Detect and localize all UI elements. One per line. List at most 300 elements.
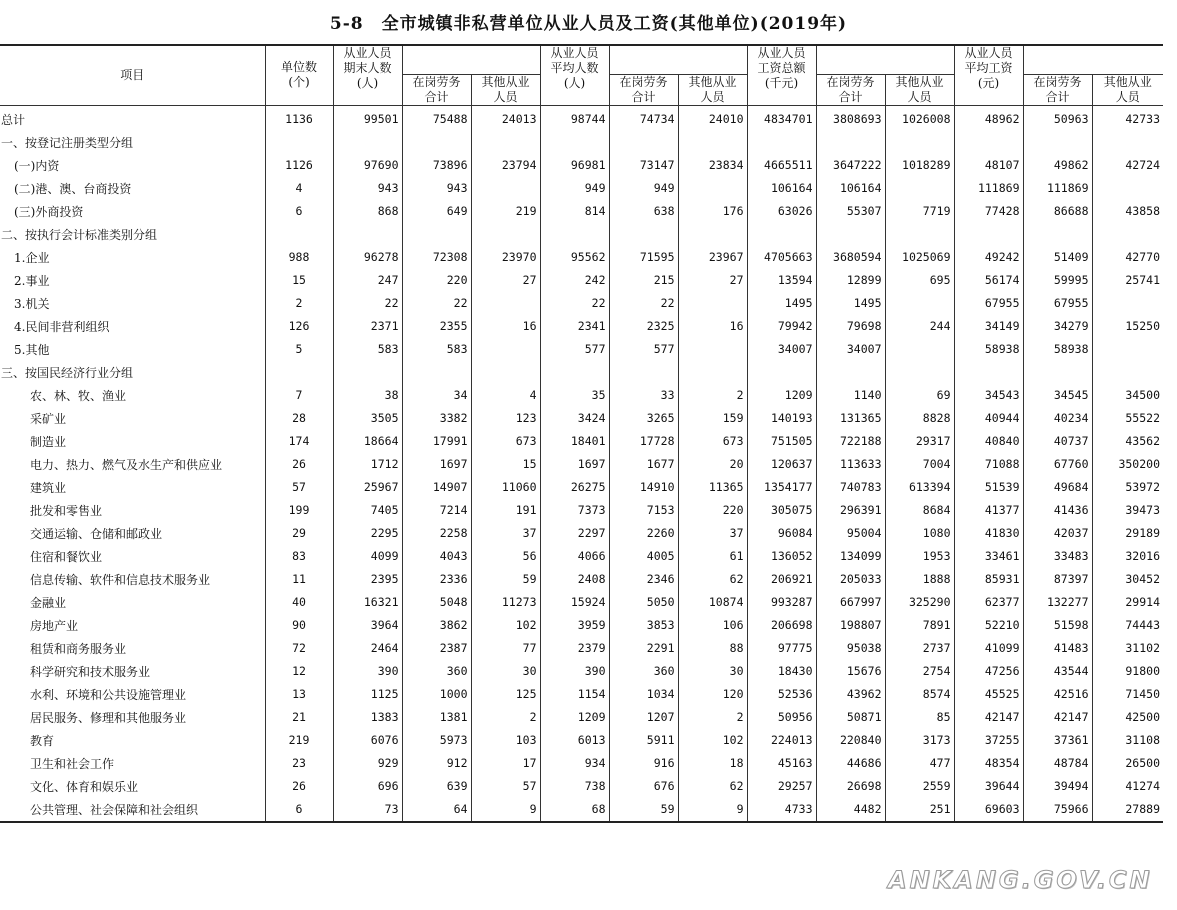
table-row xyxy=(0,591,1163,614)
table-cell xyxy=(816,361,885,384)
table-cell: 583 xyxy=(402,338,471,361)
table-cell xyxy=(265,361,333,384)
row-label: 批发和零售业 xyxy=(30,503,103,518)
table-cell: 57 xyxy=(471,775,540,798)
row-label: 电力、热力、燃气及水生产和供应业 xyxy=(30,457,223,472)
table-cell: 38 xyxy=(333,384,402,407)
table-cell: 34500 xyxy=(1092,384,1163,407)
table-cell: 15676 xyxy=(816,660,885,683)
row-label: 2.事业 xyxy=(14,273,50,288)
table-cell: 360 xyxy=(402,660,471,683)
table-cell: 191 xyxy=(471,499,540,522)
row-label: 租赁和商务服务业 xyxy=(30,641,127,656)
table-cell: 15 xyxy=(471,453,540,476)
table-cell: 88 xyxy=(678,637,747,660)
table-cell: 949 xyxy=(609,177,678,200)
table-cell: 85931 xyxy=(954,568,1023,591)
table-cell: 34007 xyxy=(816,338,885,361)
table-row xyxy=(0,384,1163,407)
table-cell: 64 xyxy=(402,798,471,822)
table-cell xyxy=(678,292,747,315)
table-cell: 5973 xyxy=(402,729,471,752)
table-cell: 45525 xyxy=(954,683,1023,706)
table-cell: 4665511 xyxy=(747,154,816,177)
table-cell: 21 xyxy=(265,706,333,729)
table-cell: 47256 xyxy=(954,660,1023,683)
table-cell xyxy=(885,292,954,315)
table-cell: 1381 xyxy=(402,706,471,729)
table-cell: 1000 xyxy=(402,683,471,706)
table-cell: 37 xyxy=(471,522,540,545)
row-label: 一、按登记注册类型分组 xyxy=(1,135,134,150)
table-cell: 943 xyxy=(333,177,402,200)
table-cell: 25967 xyxy=(333,476,402,499)
table-cell: 1154 xyxy=(540,683,609,706)
table-cell: 3382 xyxy=(402,407,471,430)
table-cell xyxy=(402,223,471,246)
table-row xyxy=(0,453,1163,476)
table-cell: 50956 xyxy=(747,706,816,729)
table-cell xyxy=(540,131,609,154)
table-cell: 42147 xyxy=(1023,706,1092,729)
table-cell xyxy=(1023,361,1092,384)
table-cell: 2355 xyxy=(402,315,471,338)
table-cell xyxy=(471,338,540,361)
table-cell xyxy=(471,361,540,384)
table-cell: 7719 xyxy=(885,200,954,223)
table-cell: 45163 xyxy=(747,752,816,775)
table-cell: 71595 xyxy=(609,246,678,269)
table-cell: 2295 xyxy=(333,522,402,545)
table-cell: 4733 xyxy=(747,798,816,822)
header-sub-other: 其他从业 人员 xyxy=(885,74,954,105)
table-cell: 111869 xyxy=(954,177,1023,200)
table-cell: 649 xyxy=(402,200,471,223)
table-cell: 2371 xyxy=(333,315,402,338)
table-cell xyxy=(471,177,540,200)
table-cell: 120637 xyxy=(747,453,816,476)
table-cell: 2346 xyxy=(609,568,678,591)
table-cell: 75966 xyxy=(1023,798,1092,822)
table-cell: 73896 xyxy=(402,154,471,177)
table-row xyxy=(0,752,1163,775)
table-cell: 106164 xyxy=(816,177,885,200)
table-cell: 1677 xyxy=(609,453,678,476)
table-cell: 16321 xyxy=(333,591,402,614)
table-cell: 40737 xyxy=(1023,430,1092,453)
table-cell: 59 xyxy=(471,568,540,591)
table-cell: 74443 xyxy=(1092,614,1163,637)
table-cell: 43562 xyxy=(1092,430,1163,453)
table-cell xyxy=(540,361,609,384)
row-label: 二、按执行会计标准类别分组 xyxy=(1,227,158,242)
table-cell xyxy=(747,131,816,154)
table-cell: 667997 xyxy=(816,591,885,614)
table-cell: 7891 xyxy=(885,614,954,637)
header-spacer-1 xyxy=(402,45,540,74)
table-cell: 96981 xyxy=(540,154,609,177)
table-cell: 69 xyxy=(885,384,954,407)
table-row xyxy=(0,568,1163,591)
table-cell: 751505 xyxy=(747,430,816,453)
table-cell: 123 xyxy=(471,407,540,430)
table-cell: 41483 xyxy=(1023,637,1092,660)
table-cell: 1495 xyxy=(816,292,885,315)
header-sub-onpost: 在岗劳务 合计 xyxy=(402,74,471,105)
table-cell xyxy=(333,361,402,384)
table-cell: 58938 xyxy=(1023,338,1092,361)
table-cell: 1140 xyxy=(816,384,885,407)
row-label: 科学研究和技术服务业 xyxy=(30,664,151,679)
table-cell: 220 xyxy=(678,499,747,522)
table-cell: 2737 xyxy=(885,637,954,660)
table-cell: 23834 xyxy=(678,154,747,177)
table-cell xyxy=(816,131,885,154)
table-cell xyxy=(885,131,954,154)
table-cell: 1126 xyxy=(265,154,333,177)
table-cell: 49862 xyxy=(1023,154,1092,177)
table-cell: 390 xyxy=(333,660,402,683)
table-cell: 26698 xyxy=(816,775,885,798)
table-cell: 993287 xyxy=(747,591,816,614)
table-cell: 14907 xyxy=(402,476,471,499)
header-sub-onpost: 在岗劳务 合计 xyxy=(1023,74,1092,105)
table-cell: 37255 xyxy=(954,729,1023,752)
table-cell: 27889 xyxy=(1092,798,1163,822)
table-cell: 75488 xyxy=(402,105,471,131)
table-row xyxy=(0,292,1163,315)
header-sub-other: 其他从业 人员 xyxy=(471,74,540,105)
table-body xyxy=(0,105,1163,822)
table-cell: 1953 xyxy=(885,545,954,568)
table-row xyxy=(0,315,1163,338)
table-cell: 34545 xyxy=(1023,384,1092,407)
table-cell: 98744 xyxy=(540,105,609,131)
table-cell: 22 xyxy=(402,292,471,315)
table-cell: 11365 xyxy=(678,476,747,499)
table-cell: 30 xyxy=(471,660,540,683)
table-cell xyxy=(609,361,678,384)
table-cell: 106 xyxy=(678,614,747,637)
table-cell: 35 xyxy=(540,384,609,407)
table-cell: 11060 xyxy=(471,476,540,499)
table-cell: 738 xyxy=(540,775,609,798)
row-label: 文化、体育和娱乐业 xyxy=(30,779,139,794)
table-cell: 15924 xyxy=(540,591,609,614)
table-cell: 97775 xyxy=(747,637,816,660)
row-label: 信息传输、软件和信息技术服务业 xyxy=(30,572,211,587)
table-cell: 41830 xyxy=(954,522,1023,545)
table-cell: 96084 xyxy=(747,522,816,545)
table-cell: 125 xyxy=(471,683,540,706)
table-cell: 33483 xyxy=(1023,545,1092,568)
table-cell: 24013 xyxy=(471,105,540,131)
table-cell: 55522 xyxy=(1092,407,1163,430)
table-cell: 79942 xyxy=(747,315,816,338)
table-cell: 106164 xyxy=(747,177,816,200)
table-cell: 67955 xyxy=(954,292,1023,315)
table-cell: 2 xyxy=(678,384,747,407)
table-cell: 29914 xyxy=(1092,591,1163,614)
table-cell: 42733 xyxy=(1092,105,1163,131)
table-cell: 2341 xyxy=(540,315,609,338)
table-cell: 62 xyxy=(678,568,747,591)
table-cell xyxy=(1092,361,1163,384)
table-cell: 90 xyxy=(265,614,333,637)
table-cell: 639 xyxy=(402,775,471,798)
table-cell: 56174 xyxy=(954,269,1023,292)
table-cell: 3959 xyxy=(540,614,609,637)
table-cell: 1697 xyxy=(540,453,609,476)
table-row xyxy=(0,545,1163,568)
table-cell xyxy=(885,223,954,246)
row-label: 公共管理、社会保障和社会组织 xyxy=(0,798,265,822)
table-cell: 53972 xyxy=(1092,476,1163,499)
table-cell: 27 xyxy=(678,269,747,292)
table-cell: 2 xyxy=(265,292,333,315)
table-cell: 12 xyxy=(265,660,333,683)
watermark: ANKANG.GOV.CN xyxy=(888,866,1153,894)
table-cell: 69603 xyxy=(954,798,1023,822)
table-cell xyxy=(1092,131,1163,154)
table-cell: 63026 xyxy=(747,200,816,223)
table-cell: 24010 xyxy=(678,105,747,131)
row-label: 水利、环境和公共设施管理业 xyxy=(30,687,187,702)
table-cell xyxy=(885,361,954,384)
table-cell: 988 xyxy=(265,246,333,269)
header-spacer-3 xyxy=(816,45,954,74)
table-cell: 4 xyxy=(265,177,333,200)
table-cell xyxy=(954,223,1023,246)
table-cell: 22 xyxy=(540,292,609,315)
table-cell: 79698 xyxy=(816,315,885,338)
table-cell: 4482 xyxy=(816,798,885,822)
table-cell: 56 xyxy=(471,545,540,568)
table-cell: 28 xyxy=(265,407,333,430)
table-cell: 1125 xyxy=(333,683,402,706)
row-label: 3.机关 xyxy=(14,296,50,311)
table-cell: 102 xyxy=(471,614,540,637)
table-row xyxy=(0,200,1163,223)
table-cell: 740783 xyxy=(816,476,885,499)
table-cell xyxy=(471,292,540,315)
table-cell: 41099 xyxy=(954,637,1023,660)
table-cell: 3680594 xyxy=(816,246,885,269)
table-cell xyxy=(1092,292,1163,315)
table-cell xyxy=(1092,177,1163,200)
table-cell: 1080 xyxy=(885,522,954,545)
table-cell: 23967 xyxy=(678,246,747,269)
table-cell: 7004 xyxy=(885,453,954,476)
table-cell: 29257 xyxy=(747,775,816,798)
table-cell xyxy=(885,177,954,200)
table-cell: 72 xyxy=(265,637,333,660)
table-cell xyxy=(265,223,333,246)
table-cell: 912 xyxy=(402,752,471,775)
table-cell: 577 xyxy=(540,338,609,361)
table-cell: 134099 xyxy=(816,545,885,568)
table-cell: 34007 xyxy=(747,338,816,361)
table-cell: 120 xyxy=(678,683,747,706)
table-row xyxy=(0,269,1163,292)
table-cell: 219 xyxy=(471,200,540,223)
table-cell: 48962 xyxy=(954,105,1023,131)
table-cell: 12899 xyxy=(816,269,885,292)
row-label: 总计 xyxy=(1,112,26,127)
table-cell xyxy=(471,223,540,246)
table-cell: 2 xyxy=(678,706,747,729)
table-cell: 95562 xyxy=(540,246,609,269)
table-cell: 18430 xyxy=(747,660,816,683)
table-cell: 296391 xyxy=(816,499,885,522)
table-cell: 8828 xyxy=(885,407,954,430)
row-label: 5.其他 xyxy=(14,342,50,357)
header-end-count: 从业人员 期末人数 (人) xyxy=(333,45,402,105)
table-cell: 4005 xyxy=(609,545,678,568)
table-cell: 27 xyxy=(471,269,540,292)
table-cell xyxy=(678,338,747,361)
table-cell: 673 xyxy=(678,430,747,453)
table-cell: 23 xyxy=(265,752,333,775)
table-row xyxy=(0,361,1163,384)
table-cell: 1025069 xyxy=(885,246,954,269)
table-cell: 722188 xyxy=(816,430,885,453)
table-row xyxy=(0,660,1163,683)
table-cell: 5911 xyxy=(609,729,678,752)
table-cell: 1888 xyxy=(885,568,954,591)
table-cell: 673 xyxy=(471,430,540,453)
table-row xyxy=(0,499,1163,522)
header-avg-wage: 从业人员 平均工资 (元) xyxy=(954,45,1023,105)
table-cell: 3808693 xyxy=(816,105,885,131)
table-cell: 61 xyxy=(678,545,747,568)
header-spacer-2 xyxy=(609,45,747,74)
table-cell: 2754 xyxy=(885,660,954,683)
table-cell: 48107 xyxy=(954,154,1023,177)
table-cell: 3173 xyxy=(885,729,954,752)
table-cell: 1697 xyxy=(402,453,471,476)
table-cell: 25741 xyxy=(1092,269,1163,292)
row-label: 1.企业 xyxy=(14,250,50,265)
table-cell: 40 xyxy=(265,591,333,614)
table-cell: 7373 xyxy=(540,499,609,522)
table-cell: 3265 xyxy=(609,407,678,430)
table-cell: 39644 xyxy=(954,775,1023,798)
table-cell: 87397 xyxy=(1023,568,1092,591)
table-cell: 1495 xyxy=(747,292,816,315)
table-cell: 9 xyxy=(678,798,747,822)
table-cell: 2325 xyxy=(609,315,678,338)
table-cell: 39473 xyxy=(1092,499,1163,522)
table-cell: 43858 xyxy=(1092,200,1163,223)
table-cell xyxy=(678,177,747,200)
table-cell: 41377 xyxy=(954,499,1023,522)
table-cell: 198807 xyxy=(816,614,885,637)
table-row xyxy=(0,637,1163,660)
table-cell: 23794 xyxy=(471,154,540,177)
table-row xyxy=(0,223,1163,246)
table-cell: 136052 xyxy=(747,545,816,568)
table-cell: 220 xyxy=(402,269,471,292)
table-cell: 350200 xyxy=(1092,453,1163,476)
table-cell: 41436 xyxy=(1023,499,1092,522)
header-sub-other: 其他从业 人员 xyxy=(678,74,747,105)
table-cell: 3424 xyxy=(540,407,609,430)
table-cell: 6 xyxy=(265,798,333,822)
row-label: 采矿业 xyxy=(30,411,67,426)
table-cell: 34279 xyxy=(1023,315,1092,338)
table-cell: 2464 xyxy=(333,637,402,660)
table-cell: 199 xyxy=(265,499,333,522)
table-cell: 50871 xyxy=(816,706,885,729)
table-cell: 4043 xyxy=(402,545,471,568)
row-label: (三)外商投资 xyxy=(14,204,84,219)
table-cell: 325290 xyxy=(885,591,954,614)
table-cell: 42516 xyxy=(1023,683,1092,706)
table-cell: 51539 xyxy=(954,476,1023,499)
table-cell: 3853 xyxy=(609,614,678,637)
table-cell xyxy=(678,131,747,154)
table-cell: 59995 xyxy=(1023,269,1092,292)
table-cell: 251 xyxy=(885,798,954,822)
table-cell: 77428 xyxy=(954,200,1023,223)
table-cell: 174 xyxy=(265,430,333,453)
table-cell: 7 xyxy=(265,384,333,407)
table-cell: 219 xyxy=(265,729,333,752)
table-cell: 62 xyxy=(678,775,747,798)
table-cell: 34543 xyxy=(954,384,1023,407)
table-cell: 83 xyxy=(265,545,333,568)
table-cell: 5050 xyxy=(609,591,678,614)
table-cell: 224013 xyxy=(747,729,816,752)
table-cell xyxy=(816,223,885,246)
page-title: 5-8 全市城镇非私营单位从业人员及工资(其他单位)(2019年) xyxy=(329,14,848,34)
table-cell: 916 xyxy=(609,752,678,775)
row-label: 农、林、牧、渔业 xyxy=(30,388,127,403)
table-cell: 206698 xyxy=(747,614,816,637)
table-cell: 3505 xyxy=(333,407,402,430)
table-cell: 26 xyxy=(265,453,333,476)
table-cell: 52536 xyxy=(747,683,816,706)
table-cell xyxy=(954,361,1023,384)
table-cell: 215 xyxy=(609,269,678,292)
table-cell: 2260 xyxy=(609,522,678,545)
table-cell: 5 xyxy=(265,338,333,361)
table-cell: 18401 xyxy=(540,430,609,453)
table-cell: 140193 xyxy=(747,407,816,430)
table-cell: 7153 xyxy=(609,499,678,522)
table-cell: 126 xyxy=(265,315,333,338)
table-cell: 51409 xyxy=(1023,246,1092,269)
table-cell: 1026008 xyxy=(885,105,954,131)
table-cell: 29189 xyxy=(1092,522,1163,545)
table-cell: 48784 xyxy=(1023,752,1092,775)
header-avg-count: 从业人员 平均人数 (人) xyxy=(540,45,609,105)
table-cell: 131365 xyxy=(816,407,885,430)
table-cell: 23970 xyxy=(471,246,540,269)
table-cell: 2258 xyxy=(402,522,471,545)
table-cell xyxy=(471,131,540,154)
table-cell: 477 xyxy=(885,752,954,775)
table-cell: 1354177 xyxy=(747,476,816,499)
table-cell: 62377 xyxy=(954,591,1023,614)
table-cell: 50963 xyxy=(1023,105,1092,131)
table-cell: 42147 xyxy=(954,706,1023,729)
table-cell: 72308 xyxy=(402,246,471,269)
table-cell: 6 xyxy=(265,200,333,223)
row-label: 教育 xyxy=(30,733,55,748)
table-cell: 33461 xyxy=(954,545,1023,568)
